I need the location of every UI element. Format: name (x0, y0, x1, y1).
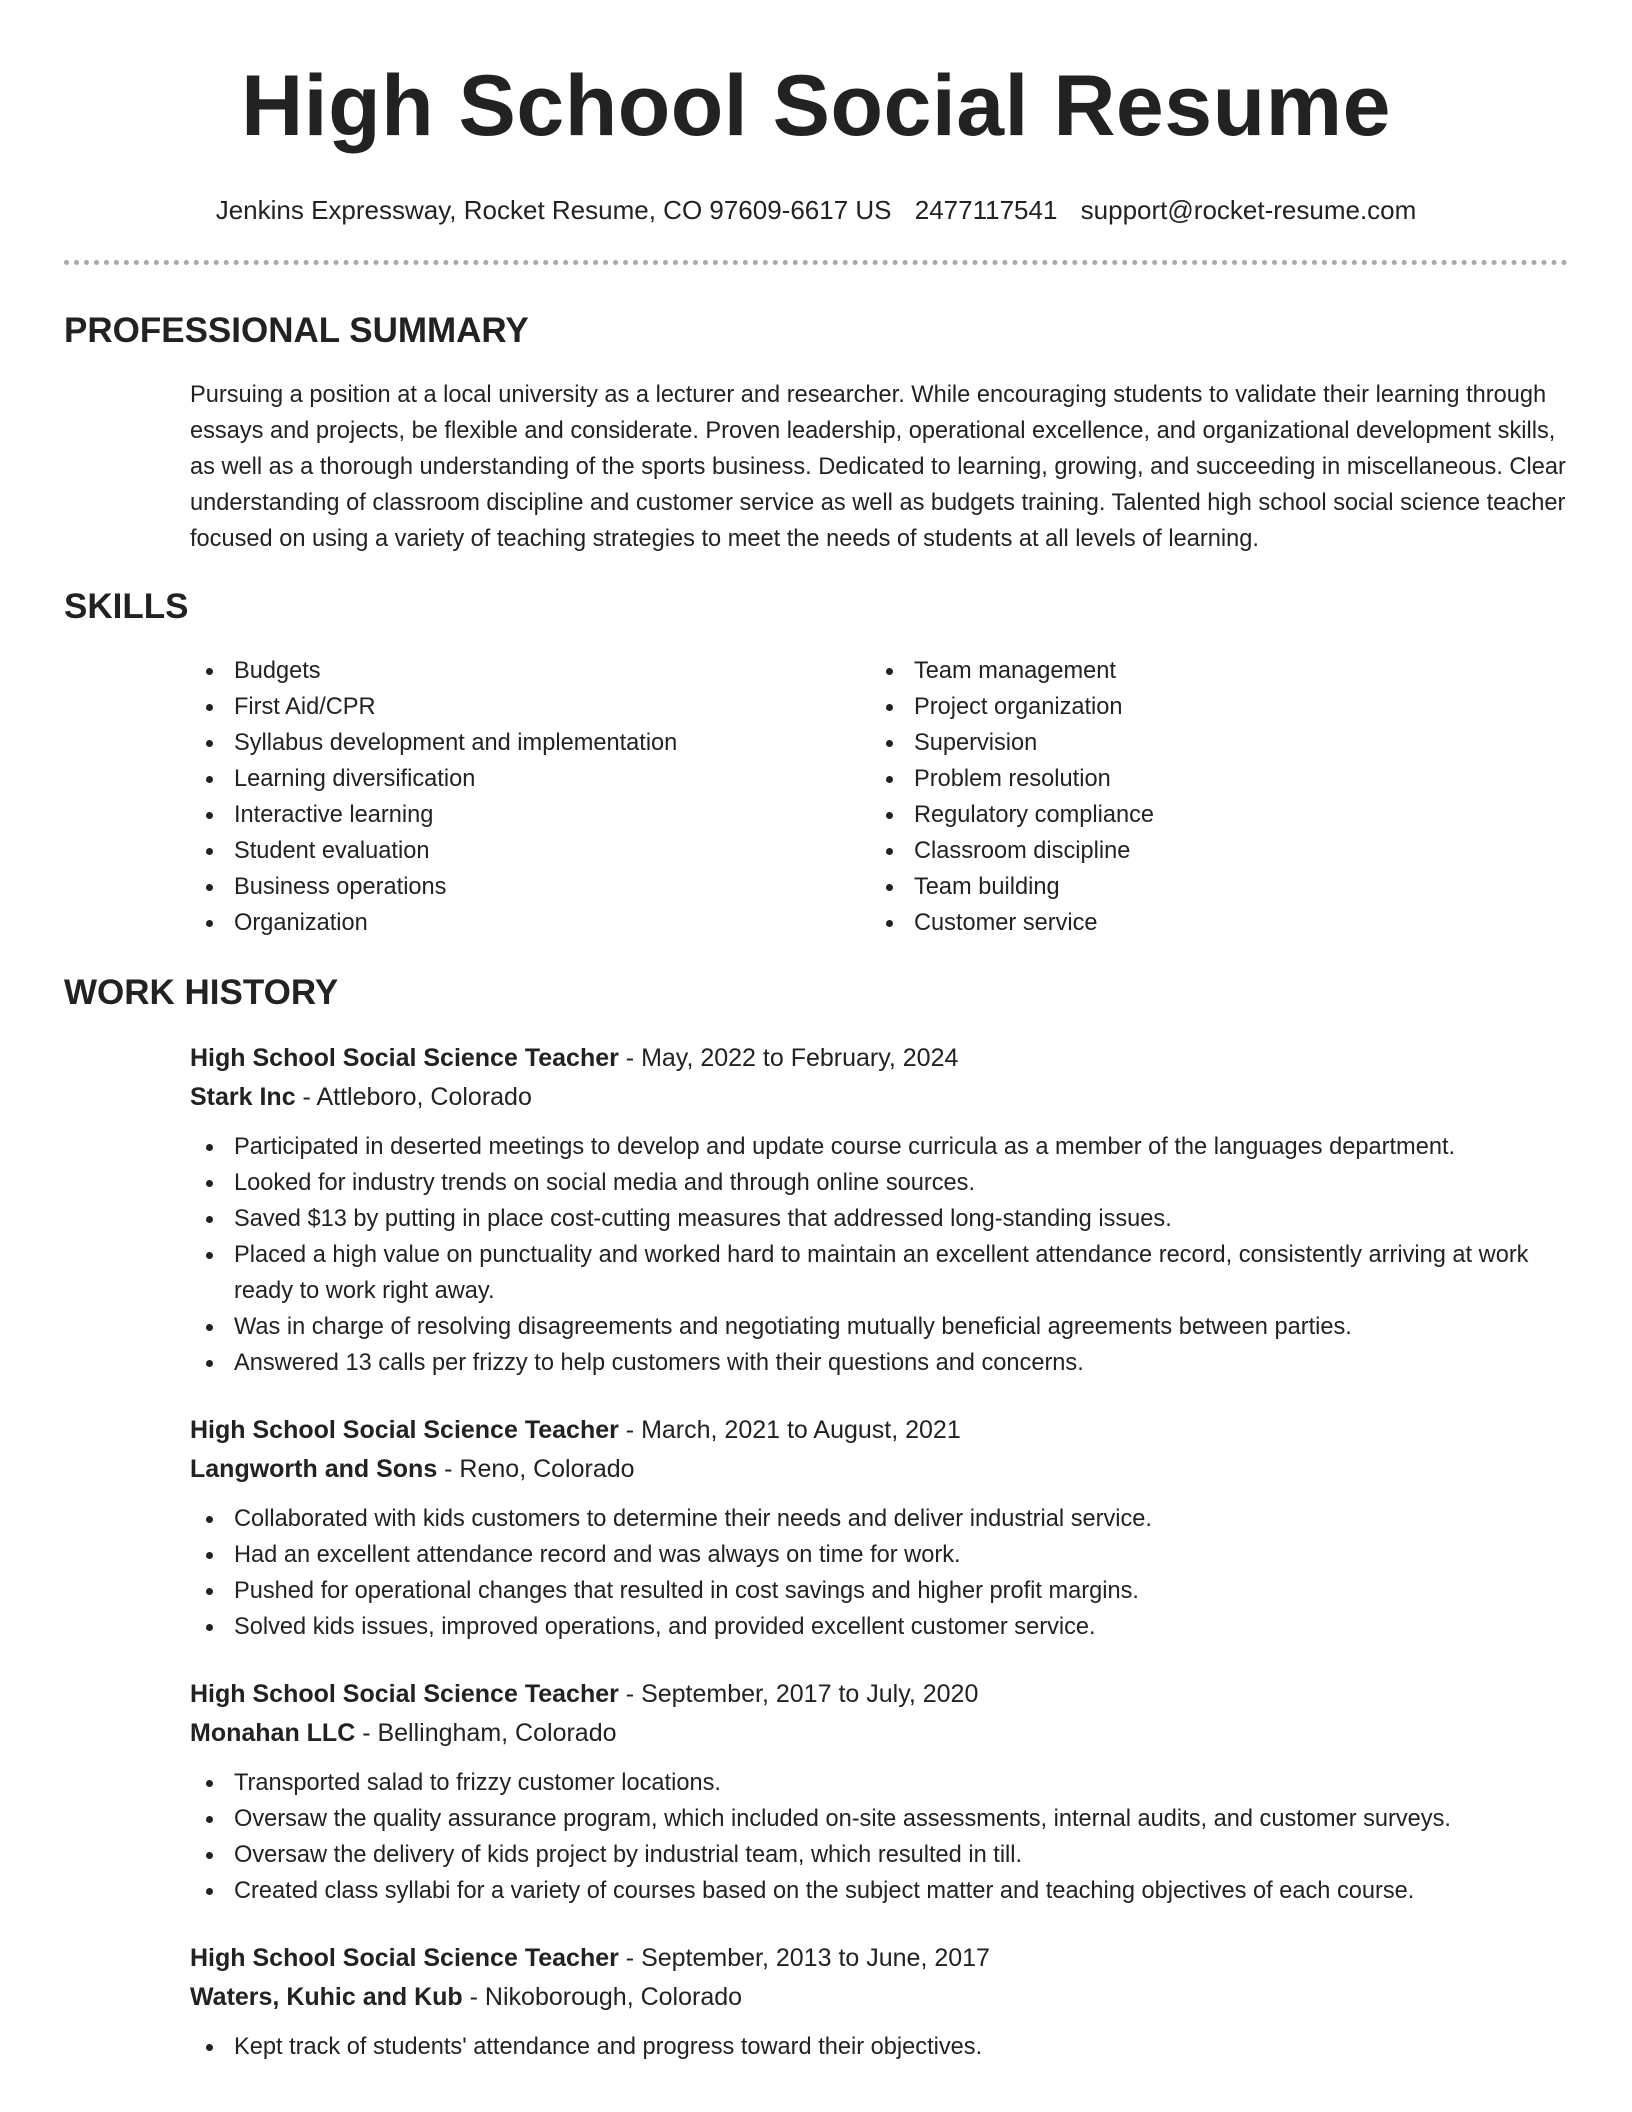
job-duties (190, 1501, 1568, 1645)
job-location: - Attleboro, Colorado (295, 1083, 532, 1111)
job-company: Stark Inc (190, 1083, 296, 1111)
skill-item: Organization (190, 905, 870, 941)
email: support@rocket-resume.com (1080, 195, 1417, 225)
skills-column-right (870, 653, 1550, 941)
duty-item: Saved $13 by putting in place cost-cutting measures that addressed long-standing issues. (190, 1201, 1574, 1237)
job-title: High School Social Science Teacher (190, 1680, 619, 1708)
duty-item: Placed a high value on punctuality and worked hard to maintain an excellent attendance record, consistently arriving at work ready to work right away. (190, 1237, 1574, 1309)
duty-item: Collaborated with kids customers to determine their needs and deliver industrial service. (190, 1501, 1574, 1537)
duty-item: Oversaw the quality assurance program, which included on-site assessments, internal audits, and customer surveys. (190, 1801, 1574, 1837)
job-entry (190, 1675, 1568, 1909)
job-company: Langworth and Sons (190, 1455, 438, 1483)
job-dates: - May, 2022 to February, 2024 (618, 1044, 959, 1072)
job-location: - Reno, Colorado (437, 1455, 635, 1483)
job-location: - Nikoborough, Colorado (462, 1983, 743, 2011)
skill-item: Business operations (190, 869, 870, 905)
duty-item: Had an excellent attendance record and was always on time for work. (190, 1537, 1574, 1573)
skill-item: Student evaluation (190, 833, 870, 869)
summary-heading: PROFESSIONAL SUMMARY (64, 311, 529, 350)
job-dates: - March, 2021 to August, 2021 (618, 1416, 961, 1444)
job-company-line (190, 1978, 1568, 2017)
phone: 2477117541 (914, 195, 1058, 225)
resume-title: High School Social Resume (241, 58, 1391, 154)
skill-item: Budgets (190, 653, 870, 689)
skills-list (190, 653, 1568, 941)
skill-item: Problem resolution (870, 761, 1550, 797)
duty-item: Participated in deserted meetings to develop and update course curricula as a member of the languages department. (190, 1129, 1574, 1165)
skill-item: Classroom discipline (870, 833, 1550, 869)
job-title: High School Social Science Teacher (190, 1044, 619, 1072)
dotted-divider (64, 260, 1568, 265)
job-title: High School Social Science Teacher (190, 1944, 619, 1972)
duty-item: Answered 13 calls per frizzy to help customers with their questions and concerns. (190, 1345, 1574, 1381)
job-company-line (190, 1450, 1568, 1489)
duty-item: Transported salad to frizzy customer locations. (190, 1765, 1574, 1801)
duty-item: Pushed for operational changes that resulted in cost savings and higher profit margins. (190, 1573, 1574, 1609)
skill-item: First Aid/CPR (190, 689, 870, 725)
duty-item: Looked for industry trends on social media and through online sources. (190, 1165, 1574, 1201)
skill-item: Customer service (870, 905, 1550, 941)
job-title-line (190, 1411, 1568, 1450)
duty-item: Kept track of students' attendance and progress toward their objectives. (190, 2029, 1574, 2065)
skill-item: Supervision (870, 725, 1550, 761)
duty-item: Solved kids issues, improved operations, and provided excellent customer service. (190, 1609, 1574, 1645)
summary-text: Pursuing a position at a local university as a lecturer and researcher. While encouraging students to validate their learning through essays and projects, be flexible and considerate. Proven leadership, operational excellence, and organizational development skills, as well as a thorough understanding of the sports business. Dedicated to learning, growing, and succeeding in miscellaneous. Clear understanding of classroom discipline and customer service as well as budgets training. Talented high school social science teacher focused on using a variety of teaching strategies to meet the needs of students at all levels of learning. (190, 382, 1566, 552)
skills-column-left (190, 653, 870, 941)
skill-item: Interactive learning (190, 797, 870, 833)
skills-heading: SKILLS (64, 587, 189, 626)
skill-item: Syllabus development and implementation (190, 725, 870, 761)
job-title-line (190, 1675, 1568, 1714)
job-location: - Bellingham, Colorado (355, 1719, 617, 1747)
address: Jenkins Expressway, Rocket Resume, CO 97609-6617 US (215, 195, 892, 225)
skill-item: Regulatory compliance (870, 797, 1550, 833)
job-title: High School Social Science Teacher (190, 1416, 619, 1444)
job-entry (190, 1039, 1568, 1381)
job-dates: - September, 2013 to June, 2017 (618, 1944, 990, 1972)
skill-item: Learning diversification (190, 761, 870, 797)
contact-line (64, 194, 1568, 226)
job-duties (190, 1765, 1568, 1909)
skill-item: Team management (870, 653, 1550, 689)
skill-item: Team building (870, 869, 1550, 905)
job-duties (190, 2029, 1568, 2065)
job-company-line (190, 1714, 1568, 1753)
duty-item: Was in charge of resolving disagreements and negotiating mutually beneficial agreements between parties. (190, 1309, 1574, 1345)
job-title-line (190, 1939, 1568, 1978)
resume-page (64, 0, 1568, 2065)
duty-item: Oversaw the delivery of kids project by industrial team, which resulted in till. (190, 1837, 1574, 1873)
job-duties (190, 1129, 1568, 1381)
job-entry (190, 1939, 1568, 2065)
job-dates: - September, 2017 to July, 2020 (618, 1680, 979, 1708)
job-entry (190, 1411, 1568, 1645)
job-company-line (190, 1078, 1568, 1117)
work-history-heading: WORK HISTORY (64, 973, 339, 1012)
job-company: Waters, Kuhic and Kub (190, 1983, 463, 2011)
skill-item: Project organization (870, 689, 1550, 725)
duty-item: Created class syllabi for a variety of courses based on the subject matter and teaching objectives of each course. (190, 1873, 1574, 1909)
job-title-line (190, 1039, 1568, 1078)
job-company: Monahan LLC (190, 1719, 356, 1747)
